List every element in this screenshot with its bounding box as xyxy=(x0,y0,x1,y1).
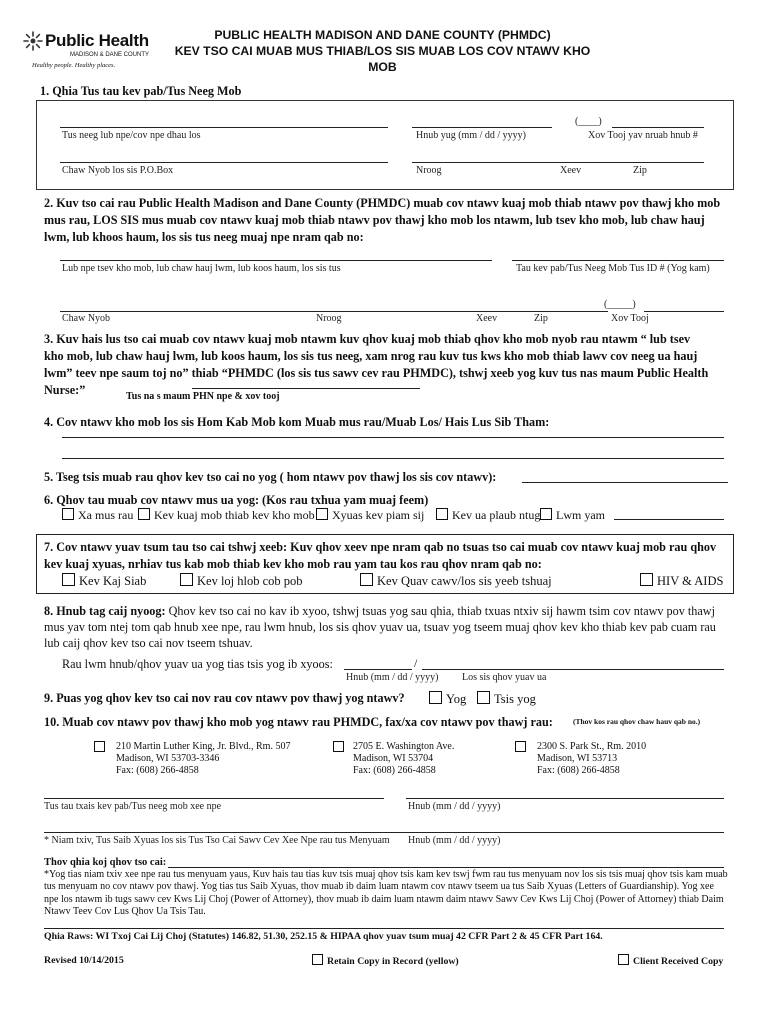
phn-name-field[interactable] xyxy=(192,388,420,389)
signature-date-label: Hnub (mm / dd / yyyy) xyxy=(408,801,501,812)
facility-state-label: Xeev xyxy=(476,313,498,324)
logo-name: Public Health xyxy=(45,31,149,50)
form-title xyxy=(160,27,605,75)
patient-name-field[interactable] xyxy=(60,127,388,128)
checkbox[interactable] xyxy=(540,508,552,520)
section-8-title: 8. Hnub tag caij nyoog: xyxy=(44,604,166,618)
section-6-text: 6. Qhov tau muab cov ntawv mus ua yog: (Kos rau txhua yam muaj feem) xyxy=(44,493,429,507)
section-1-box xyxy=(36,100,734,190)
title-line-3: MOB xyxy=(368,60,397,74)
purpose-legal[interactable]: Kev ua plaub ntug xyxy=(436,508,540,523)
office-washington[interactable] xyxy=(333,741,454,777)
section-7-text: 7. Cov ntawv yuav tsum tau tso cai tshwj xeeb: Kuv qhov xeev npe nram qab no tsuas tso cai muab cov ntawv kuaj mob rau qhov kev kuaj xyuas, nrhiav tus kab mob thiab kev kho mob rau yam tau kos rau qhov nram qab no: xyxy=(44,540,717,571)
checkbox[interactable] xyxy=(360,573,373,586)
section-4-text: 4. Cov ntawv kho mob los sis Hom Kab Mob kom Muab mus rau/Muab Los/ Hais Lus Sib Tham: xyxy=(44,415,550,429)
patient-name-label: Tus neeg lub npe/cov npe dhau los xyxy=(62,130,201,141)
city-state-zip-field[interactable] xyxy=(412,162,704,163)
patient-id-field[interactable] xyxy=(512,260,724,261)
section-1-title: 1. Qhia Tus tau kev pab/Tus Neeg Mob xyxy=(40,84,242,98)
guardian-footnote: *Yog tias niam txiv xee npe rau tus menyuam yaus, Kuv hais tau tias kuv tsis muaj qhov tsis kam kev tswj fwm rau tus menyuam nov los sis tsis muaj qhov tsis kam muab tus menyuam no cov ntawv pov thawj. Yog tias tus Saib Xyuas, thov muab ib daim luam ntawm cov ntawv tseem ua tus Saib Xyuas (Letters of Guardianship). Yog xee npe los ntawm ib tugs sawv cev Kws Lij Choj (Power of Attorney), thov muab ib daim luam ntawm daim ntawv Sawv Cev Kws Lij Choj (Power of Attorney) thiab Daim Ntawv Teev Cov Lus Qhov Ua Tsis Tau. xyxy=(44,869,728,918)
section-10-text: 10. Muab cov ntawv pov thawj kho mob yog ntawv rau PHMDC, fax/xa cov ntawv pov thawj rau: xyxy=(44,715,553,729)
expire-date-field[interactable] xyxy=(344,669,412,670)
purpose-insurance[interactable]: Xyuas kev piam sij xyxy=(316,508,424,523)
expire-event-field[interactable] xyxy=(422,669,724,670)
city-label: Nroog xyxy=(416,165,442,176)
office-mlk-fax: Fax: (608) 266-4858 xyxy=(116,765,199,776)
records-line-1[interactable] xyxy=(62,437,724,438)
dob-field[interactable] xyxy=(412,127,552,128)
checkbox[interactable] xyxy=(138,508,150,520)
office-washington-fax: Fax: (608) 266-4858 xyxy=(353,765,436,776)
checkbox[interactable] xyxy=(62,573,75,586)
retain-copy[interactable]: Retain Copy in Record (yellow) xyxy=(312,954,459,967)
office-mlk-l1: 210 Martin Luther King, Jr. Blvd., Rm. 507 xyxy=(116,741,291,752)
facility-zip-label: Zip xyxy=(534,313,548,324)
expire-slash: / xyxy=(414,656,418,670)
facility-name-field[interactable] xyxy=(60,260,492,261)
checkbox[interactable] xyxy=(333,741,344,752)
special-mental-health[interactable]: Kev Kaj Siab xyxy=(62,573,146,589)
logo-sub: MADISON & DANE COUNTY xyxy=(70,52,150,58)
rep-signature-label: * Niam txiv, Tus Saib Xyuas los sis Tus Tso Cai Sawv Cev Xee Npe rau tus Menyuam xyxy=(44,835,390,846)
facility-address-field[interactable] xyxy=(60,311,608,312)
title-line-2: KEV TSO CAI MUAB MUS THIAB/LOS SIS MUAB LOS COV NTAWV KHO xyxy=(174,44,591,58)
facility-name-label: Lub npe tsev kho mob, lub chaw hauj lwm, lub koos haum, los sis tus xyxy=(62,263,341,274)
address-field[interactable] xyxy=(60,162,388,163)
office-washington-l2: Madison, WI 53704 xyxy=(353,753,434,764)
checkbox[interactable] xyxy=(62,508,74,520)
special-developmental[interactable]: Kev loj hlob cob pob xyxy=(180,573,303,589)
footer-rule xyxy=(44,928,724,929)
patient-id-label: Tau kev pab/Tus Neeg Mob Tus ID # (Yog kam) xyxy=(516,263,710,274)
office-mlk[interactable] xyxy=(94,741,290,777)
rep-date-label: Hnub (mm / dd / yyyy) xyxy=(408,835,501,846)
phone-label: Xov Tooj yav nruab hnub # xyxy=(588,130,698,141)
sunburst-icon xyxy=(22,30,44,52)
checkbox[interactable] xyxy=(515,741,526,752)
office-park-l2: Madison, WI 53713 xyxy=(537,753,618,764)
office-park[interactable] xyxy=(515,741,646,777)
checkbox[interactable] xyxy=(312,954,323,965)
facility-city-label: Nroog xyxy=(316,313,342,324)
patient-signature-label: Tus tau txais kev pab/Tus neeg mob xee npe xyxy=(44,801,222,812)
special-hiv[interactable]: HIV & AIDS xyxy=(640,573,723,589)
special-substance[interactable]: Kev Quav cawv/los sis yeeb tshuaj xyxy=(360,573,552,589)
logo-tagline: Healthy people. Healthy places. xyxy=(32,62,116,69)
rep-signature-field[interactable] xyxy=(44,832,724,833)
authority-field[interactable] xyxy=(168,867,724,868)
exclusions-field[interactable] xyxy=(522,482,728,483)
checkbox[interactable] xyxy=(180,573,193,586)
section-3-text: 3. Kuv hais lus tso cai muab cov ntawv kuaj mob ntawm kuv qhov kuaj mob thiab qhov kho mob nyob rau ntawm “ lub tsev kho mob, lub chaw hauj lwm, lub koos haum, los sis tus neeg, xam nrog rau kuv tus kws kho mob thiab lawv cov neeg ua hauj lwm” teev npe saum toj no” thiab “PHMDC (los sis tus sawv cev rau PHMDC), tshwj xeeb yog kuv tus nas maum Public Health Nurse:” xyxy=(44,332,709,397)
signature-date-field[interactable] xyxy=(406,798,724,799)
client-copy[interactable]: Client Received Copy xyxy=(618,954,723,967)
patient-signature-field[interactable] xyxy=(44,798,384,799)
checkbox[interactable] xyxy=(316,508,328,520)
expire-label: Rau lwm hnub/qhov yuav ua yog tias tsis yog ib xyoos: xyxy=(62,657,333,671)
address-label: Chaw Nyob los sis P.O.Box xyxy=(62,165,174,176)
records-line-2[interactable] xyxy=(62,458,724,459)
section-9-text: 9. Puas yog qhov kev tso cai nov rau cov ntawv pov thawj yog ntawv? xyxy=(44,691,405,705)
section-5-text: 5. Tseg tsis muab rau qhov kev tso cai no yog ( hom ntawv pov thawj los sis cov ntawv): xyxy=(44,470,497,484)
checkbox[interactable] xyxy=(94,741,105,752)
checkbox[interactable] xyxy=(429,691,442,704)
authority-label: Thov qhia koj qhov tso cai: xyxy=(44,857,167,868)
section-2-text: 2. Kuv tso cai rau Public Health Madison and Dane County (PHMDC) muab cov ntawv kuaj mob thiab ntawv pov thawj kho mob mus rau, LOS SIS mus muab cov ntawv kuaj mob thiab ntawv pov thawj kho mob los ntawm, lub tsev kho mob, lub chaw hauj lwm, lub khoos haum, los sis tus neeg muaj npe nram qab no: xyxy=(44,196,721,244)
office-park-fax: Fax: (608) 266-4858 xyxy=(537,765,620,776)
facility-phone-area[interactable]: (_____) xyxy=(604,299,636,310)
zip-label: Zip xyxy=(633,165,647,176)
logo xyxy=(22,28,152,72)
phn-label: Tus na s maum PHN npe & xov tooj xyxy=(126,391,280,402)
written-yes[interactable]: Yog xyxy=(429,691,466,707)
facility-address-label: Chaw Nyob xyxy=(62,313,111,324)
office-mlk-l2: Madison, WI 53703-3346 xyxy=(116,753,220,764)
checkbox[interactable] xyxy=(436,508,448,520)
office-park-l1: 2300 S. Park St., Rm. 2010 xyxy=(537,741,647,752)
checkbox[interactable] xyxy=(640,573,653,586)
title-line-1: PUBLIC HEALTH MADISON AND DANE COUNTY (PHMDC) xyxy=(214,28,551,42)
phone-area-code[interactable]: (____) xyxy=(575,116,602,127)
checkbox[interactable] xyxy=(477,691,490,704)
section-10-note: (Thov kos rau qhov chaw hauv qab no.) xyxy=(573,717,701,726)
purpose-treatment[interactable]: Kev kuaj mob thiab kev kho mob xyxy=(138,508,315,523)
checkbox[interactable] xyxy=(618,954,629,965)
phone-field[interactable] xyxy=(612,127,704,128)
dob-label: Hnub yug (mm / dd / yyyy) xyxy=(416,130,526,141)
written-no[interactable]: Tsis yog xyxy=(477,691,536,707)
purpose-other[interactable]: Lwm yam xyxy=(540,508,605,523)
state-label: Xeev xyxy=(560,165,582,176)
purpose-other-field[interactable] xyxy=(614,519,724,520)
legal-refs: Qhia Raws: WI Txoj Cai Lij Choj (Statutes) 146.82, 51.30, 252.15 & HIPAA qhov yuav tsum muaj 42 CFR Part 2 & 45 CFR Part 164. xyxy=(44,931,603,942)
facility-phone-field[interactable] xyxy=(644,311,724,312)
expire-event-label: Los sis qhov yuav ua xyxy=(462,672,547,683)
purpose-referral[interactable]: Xa mus rau xyxy=(62,508,133,523)
revised-date: Revised 10/14/2015 xyxy=(44,955,124,966)
facility-phone-label: Xov Tooj xyxy=(611,313,649,324)
section-8-block xyxy=(44,603,724,651)
expire-date-label: Hnub (mm / dd / yyyy) xyxy=(346,672,439,683)
section-8-text: Qhov kev tso cai no kav ib xyoo, tshwj tsuas yog sau qhia, thiab txuas ntxiv sij hawm tsim cov ntawv pov thawj mus yav tom ntej tom qab hnub xee npe, rau lwm hnub, los sis qhov yuav ua, tsuav yog tseem muaj qhov kev kho thiab kev pab cuam rau lub caij qhov kev tso cai nov tseem tshuav. xyxy=(44,604,716,650)
office-washington-l1: 2705 E. Washington Ave. xyxy=(353,741,455,752)
